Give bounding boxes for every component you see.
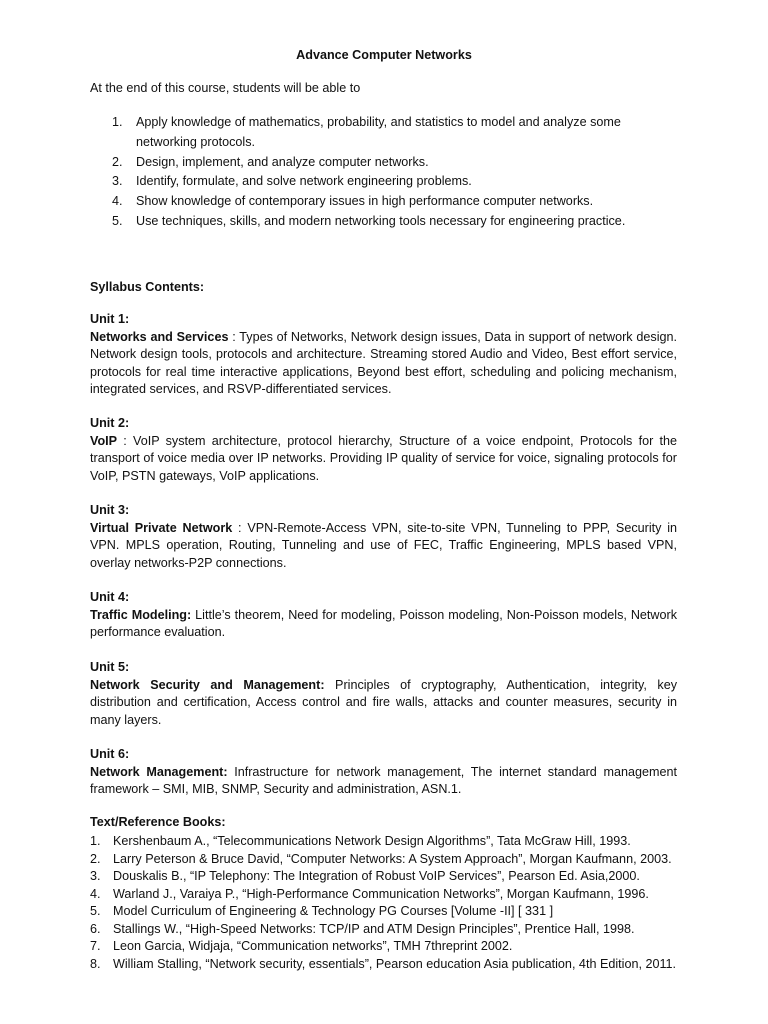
list-item: [90, 903, 677, 921]
list-number: 1.: [112, 115, 123, 129]
unit-title: Unit 4:: [90, 590, 130, 604]
unit-body: [90, 433, 677, 486]
list-item: [90, 212, 650, 232]
unit-title: Unit 1:: [90, 312, 130, 326]
unit-heading: Virtual Private Network: [90, 520, 233, 535]
unit-text: Infrastructure for network management, The internet standard management framework – SMI, MIB, SNMP, Security and administration, ASN.1.: [90, 764, 678, 796]
unit-title: Unit 2:: [90, 416, 130, 430]
unit-separator: :: [117, 433, 134, 448]
list-item-text: William Stalling, “Network security, essentials”, Pearson education Asia publication, 4th Edition, 2011.: [113, 956, 677, 971]
unit-heading: Network Management:: [90, 764, 228, 779]
list-number: 1.: [90, 834, 101, 848]
unit-separator: :: [228, 329, 240, 344]
list-number: 4.: [90, 886, 101, 901]
unit-body: [90, 607, 677, 642]
list-item: [90, 868, 677, 886]
list-number: 4.: [112, 194, 123, 209]
unit-text: VoIP system architecture, protocol hierarchy, Structure of a voice endpoint, Protocols for the transport of voice media over IP networks. Providing IP quality of service for voice, signaling protocols for VoIP, PSTN gateways, VoIP applications.: [90, 433, 678, 483]
unit-body: [90, 520, 677, 573]
list-item: [90, 956, 677, 974]
unit-body: [90, 764, 677, 799]
list-number: 6.: [90, 921, 101, 936]
unit-separator: :: [232, 520, 248, 535]
list-item-text: Model Curriculum of Engineering & Technology PG Courses [Volume -II] [ 331 ]: [113, 904, 554, 918]
list-item-text: Kershenbaum A., “Telecommunications Network Design Algorithms”, Tata McGraw Hill, 1993.: [113, 834, 631, 848]
list-number: 5.: [90, 904, 101, 918]
unit-body: [90, 677, 677, 730]
unit-text: VPN-Remote-Access VPN, site-to-site VPN, Tunneling to PPP, Security in VPN. MPLS operation, Routing, Tunneling and use of FEC, Traffic Engineering, MPLS based VPN, overlay networks-P2P connections.: [90, 520, 678, 570]
books-list: [90, 833, 677, 973]
list-item-text: Stallings W., “High-Speed Networks: TCP/IP and ATM Design Principles”, Prentice Hall, 1998.: [113, 921, 635, 936]
list-item-text: Show knowledge of contemporary issues in high performance computer networks.: [136, 194, 594, 209]
books-heading: Text/Reference Books:: [90, 815, 226, 829]
unit-separator: [325, 678, 336, 692]
syllabus-heading: Syllabus Contents:: [90, 280, 205, 294]
document-title: Advance Computer Networks: [296, 48, 472, 62]
list-item: [90, 833, 677, 851]
unit-section: [90, 746, 677, 799]
unit-heading: VoIP: [90, 433, 118, 448]
unit-section: [90, 659, 677, 729]
list-number: 7.: [90, 939, 101, 953]
list-item-text: Design, implement, and analyze computer networks.: [136, 154, 429, 169]
list-item: [90, 938, 677, 956]
list-number: 2.: [90, 851, 101, 866]
unit-section: [90, 589, 677, 642]
unit-text: Little’s theorem, Need for modeling, Poisson modeling, Non-Poisson models, Network performance evaluation.: [90, 607, 678, 639]
list-item-text: Warland J., Varaiya P., “High-Performance Communication Networks”, Morgan Kaufmann, 1996.: [113, 886, 649, 901]
intro-text: At the end of this course, students will be able to: [90, 81, 361, 95]
list-number: 3.: [90, 869, 101, 883]
list-item: [90, 192, 650, 212]
list-item-text: Use techniques, skills, and modern networking tools necessary for engineering practice.: [136, 213, 626, 228]
unit-heading: Networks and Services: [90, 329, 229, 344]
outcomes-list: [90, 113, 650, 232]
unit-heading: Traffic Modeling:: [90, 607, 192, 622]
list-number: 5.: [112, 213, 123, 228]
list-item-text: Douskalis B., “IP Telephony: The Integration of Robust VoIP Services”, Pearson Ed. Asia,2000.: [113, 869, 640, 883]
list-item: [90, 851, 677, 869]
unit-heading: Network Security and Management:: [90, 677, 325, 692]
list-item: [90, 153, 650, 173]
unit-text: Types of Networks, Network design issues, Data in support of network design. Network design tools, protocols and architecture. Streaming stored Audio and Video, Best effort service, protocols for real time interactive applications, Beyond best effort, scheduling and policing mechanism, integrated services, and RSVP-differentiated services.: [90, 329, 677, 396]
list-item-text: Identify, formulate, and solve network engineering problems.: [136, 174, 472, 189]
unit-title: Unit 5:: [90, 660, 130, 674]
list-number: 3.: [112, 174, 123, 189]
list-item: [90, 921, 677, 939]
list-item-text: Larry Peterson & Bruce David, “Computer Networks: A System Approach”, Morgan Kaufmann, 2003.: [113, 851, 672, 866]
unit-text: Principles of cryptography, Authentication, integrity, key distribution and certification, Access control and fire walls, attacks and counter measures, security in many layers.: [90, 677, 677, 727]
unit-body: [90, 329, 677, 399]
list-number: 8.: [90, 956, 101, 971]
unit-section: [90, 311, 677, 399]
list-item-text: Apply knowledge of mathematics, probability, and statistics to model and analyze some networking protocols.: [136, 115, 621, 149]
unit-title: Unit 6:: [90, 747, 130, 761]
unit-section: [90, 502, 677, 572]
list-item: [90, 172, 650, 192]
unit-section: [90, 415, 677, 485]
list-item-text: Leon Garcia, Widjaja, “Communication networks”, TMH 7threprint 2002.: [113, 939, 513, 953]
unit-title: Unit 3:: [90, 503, 130, 517]
list-number: 2.: [112, 154, 123, 169]
list-item: [90, 113, 650, 153]
list-item: [90, 886, 677, 904]
